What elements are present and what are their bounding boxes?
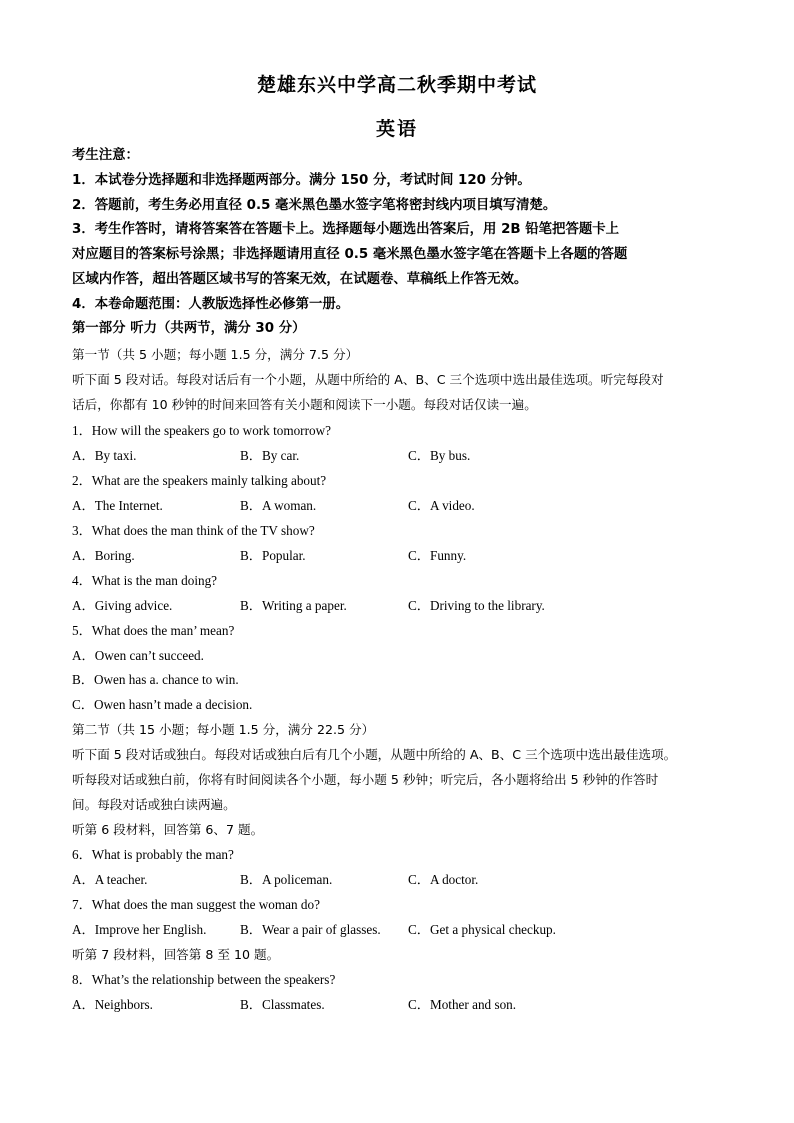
question-6-option-a: A．A teacher. [72,872,148,887]
notice-item-3-cont: 对应题目的答案标号涂黑；非选择题请用直径 0.5 毫米黑色墨水签字笔在答题卡上各题的答题 [72,247,628,262]
section2-instruction-1: 听下面 5 段对话或独白。每段对话或独白后有几个小题，从题中所给的 A、B、C 三个选项中选出最佳选项。 [72,747,677,762]
part1-heading: 第一部分 听力（共两节，满分 30 分） [72,321,306,336]
section1-heading: 第一节（共 5 小题；每小题 1.5 分，满分 7.5 分） [72,347,359,362]
question-6-option-b: B．A policeman. [240,872,333,887]
section1-instruction-1: 听下面 5 段对话。每段对话后有一个小题，从题中所给的 A、B、C 三个选项中选出最佳选项。听完每段对 [72,372,664,387]
material-7-instruction: 听第 7 段材料，回答第 8 至 10 题。 [72,947,280,962]
notice-item-3-cont2: 区域内作答，超出答题区域书写的答案无效，在试题卷、草稿纸上作答无效。 [72,272,528,287]
question-4-option-b: B．Writing a paper. [240,598,347,613]
question-1-option-c: C．By bus. [408,448,471,463]
question-7-option-c: C．Get a physical checkup. [408,922,556,937]
notice-item-4: 4．本卷命题范围：人教版选择性必修第一册。 [72,297,350,312]
question-3-option-c: C．Funny. [408,548,467,563]
question-2-stem: 2．What are the speakers mainly talking about? [72,473,327,488]
question-7-stem: 7．What does the man suggest the woman do? [72,897,320,912]
question-6-option-c: C．A doctor. [408,872,479,887]
question-3-stem: 3．What does the man think of the TV show? [72,523,315,538]
question-2-option-c: C．A video. [408,498,475,513]
notice-item-2: 2．答题前，考生务必用直径 0.5 毫米黑色墨水签字笔将密封线内项目填写清楚。 [72,198,557,213]
question-4-option-a: A．Giving advice. [72,598,173,613]
question-3-option-b: B．Popular. [240,548,306,563]
question-1-option-b: B．By car. [240,448,300,463]
question-2-option-b: B．A woman. [240,498,317,513]
question-1-stem: 1．How will the speakers go to work tomorrow? [72,423,331,438]
material-6-instruction: 听第 6 段材料，回答第 6、7 题。 [72,822,264,837]
section1-instruction-2: 话后，你都有 10 秒钟的时间来回答有关小题和阅读下一小题。每段对话仅读一遍。 [72,397,537,412]
question-5-stem: 5．What does the man’ mean? [72,623,235,638]
question-7-option-a: A．Improve her English. [72,922,207,937]
question-5-option-b: B．Owen has a. chance to win. [72,672,239,687]
exam-subject: 英语 [375,118,418,140]
section2-instruction-2: 听每段对话或独白前，你将有时间阅读各个小题，每小题 5 秒钟；听完后，各小题将给出 5 秒钟的作答时 [72,772,659,787]
question-1-option-a: A．By taxi. [72,448,137,463]
exam-title: 楚雄东兴中学高二秋季期中考试 [256,74,537,96]
notice-item-3: 3．考生作答时，请将答案答在答题卡上。选择题每小题选出答案后，用 2B 铅笔把答题卡上 [72,222,620,237]
question-7-option-b: B．Wear a pair of glasses. [240,922,381,937]
section2-instruction-3: 间。每段对话或独白读两遍。 [72,797,236,812]
question-3-option-a: A．Boring. [72,548,135,563]
question-5-option-a: A．Owen can’t succeed. [72,648,204,663]
question-8-stem: 8．What’s the relationship between the speakers? [72,972,336,987]
question-8-option-a: A．Neighbors. [72,997,153,1012]
question-2-option-a: A．The Internet. [72,498,163,513]
question-5-option-c: C．Owen hasn’t made a decision. [72,697,253,712]
question-4-stem: 4．What is the man doing? [72,573,218,588]
question-6-stem: 6．What is probably the man? [72,847,234,862]
notice-item-1: 1．本试卷分选择题和非选择题两部分。满分 150 分，考试时间 120 分钟。 [72,173,531,188]
section2-heading: 第二节（共 15 小题；每小题 1.5 分，满分 22.5 分） [72,722,375,737]
question-8-option-c: C．Mother and son. [408,997,517,1012]
question-8-option-b: B．Classmates. [240,997,325,1012]
question-4-option-c: C．Driving to the library. [408,598,545,613]
notice-heading: 考生注意： [72,148,139,163]
